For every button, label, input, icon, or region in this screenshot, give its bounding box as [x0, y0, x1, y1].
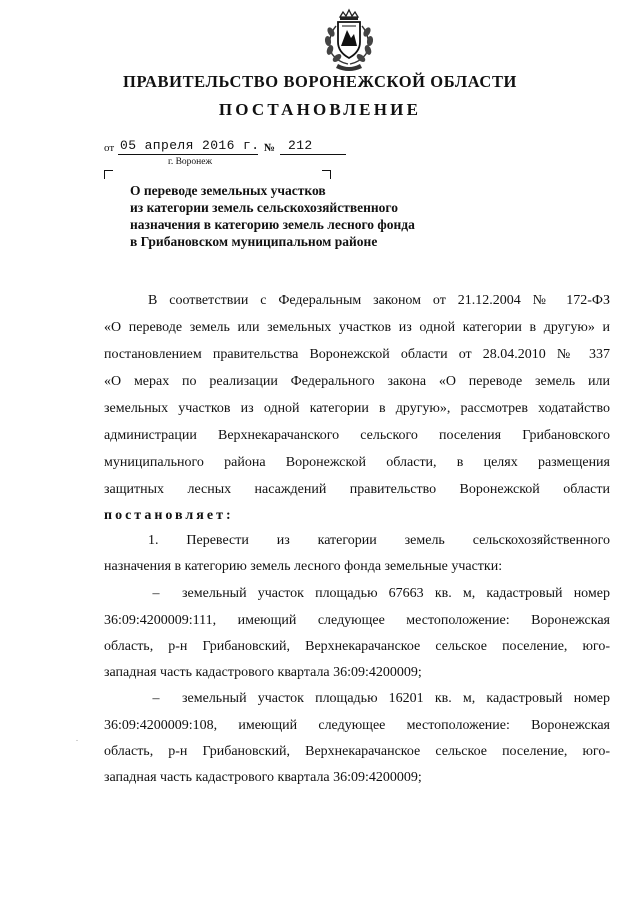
government-title: ПРАВИТЕЛЬСТВО ВОРОНЕЖСКОЙ ОБЛАСТИ: [123, 72, 517, 91]
plot-1-line: 36:09:4200009:111, имеющий следующее местоположение: Воронежская: [104, 613, 610, 628]
date-from-label: от: [104, 142, 115, 154]
preamble-line: В соответствии с Федеральным законом от 21.12.2004 № 172-ФЗ: [148, 293, 610, 308]
plot-1-line: западная часть кадастрового квартала 36:09:4200009;: [104, 665, 422, 680]
document-type-title: ПОСТАНОВЛЕНИЕ: [218, 100, 422, 119]
plot-2-line: западная часть кадастрового квартала 36:09:4200009;: [104, 770, 422, 785]
plot-2-first-line: [148, 691, 610, 713]
list-dash: –: [152, 586, 160, 601]
document-date: 05 апреля 2016 г.: [120, 138, 260, 153]
plot-2-line: 36:09:4200009:108, имеющий следующее местоположение: Воронежская: [104, 718, 610, 733]
preamble-line: администрации Верхнекарачанского сельского поселения Грибановского: [104, 428, 610, 443]
resolves-word: постановляет:: [104, 508, 234, 523]
preamble-line: «О переводе земель или земельных участков из одной категории в другую» и: [104, 320, 610, 335]
preamble-line: защитных лесных насаждений правительство Воронежской области: [104, 482, 610, 497]
subject-line: О переводе земельных участков: [130, 183, 326, 198]
subject-line: из категории земель сельскохозяйственного: [130, 200, 398, 215]
item-1-line: 1. Перевести из категории земель сельскохозяйственного: [148, 533, 610, 548]
city-label: г. Воронеж: [168, 157, 213, 167]
subject-line: в Грибановском муниципальном районе: [130, 234, 378, 249]
plot-2-line: земельный участок площадью 16201 кв. м, кадастровый номер: [182, 691, 610, 706]
preamble-line: муниципального района Воронежской области, в целях размещения: [104, 455, 610, 470]
plot-2-line: область, р-н Грибановский, Верхнекарачанское сельское поселение, юго-: [104, 744, 610, 759]
scan-margin-mark: ∙: [76, 736, 78, 745]
document-number: 212: [288, 138, 313, 153]
plot-1-line: область, р-н Грибановский, Верхнекарачанское сельское поселение, юго-: [104, 639, 610, 654]
number-label: №: [264, 142, 276, 154]
plot-1-first-line: [148, 586, 610, 608]
document-body: [104, 0, 610, 905]
plot-1-line: земельный участок площадью 67663 кв. м, кадастровый номер: [182, 586, 610, 601]
list-dash: –: [152, 691, 160, 706]
preamble-line: «О мерах по реализации Федерального закона «О переводе земель или: [104, 374, 610, 389]
item-1-line: назначения в категорию земель лесного фонда земельные участки:: [104, 559, 503, 574]
preamble-line: земельных участков из одной категории в другую», рассмотрев ходатайство: [104, 401, 610, 416]
preamble-line: постановлением правительства Воронежской области от 28.04.2010 № 337: [104, 347, 610, 362]
subject-line: назначения в категорию земель лесного фонда: [130, 217, 415, 232]
